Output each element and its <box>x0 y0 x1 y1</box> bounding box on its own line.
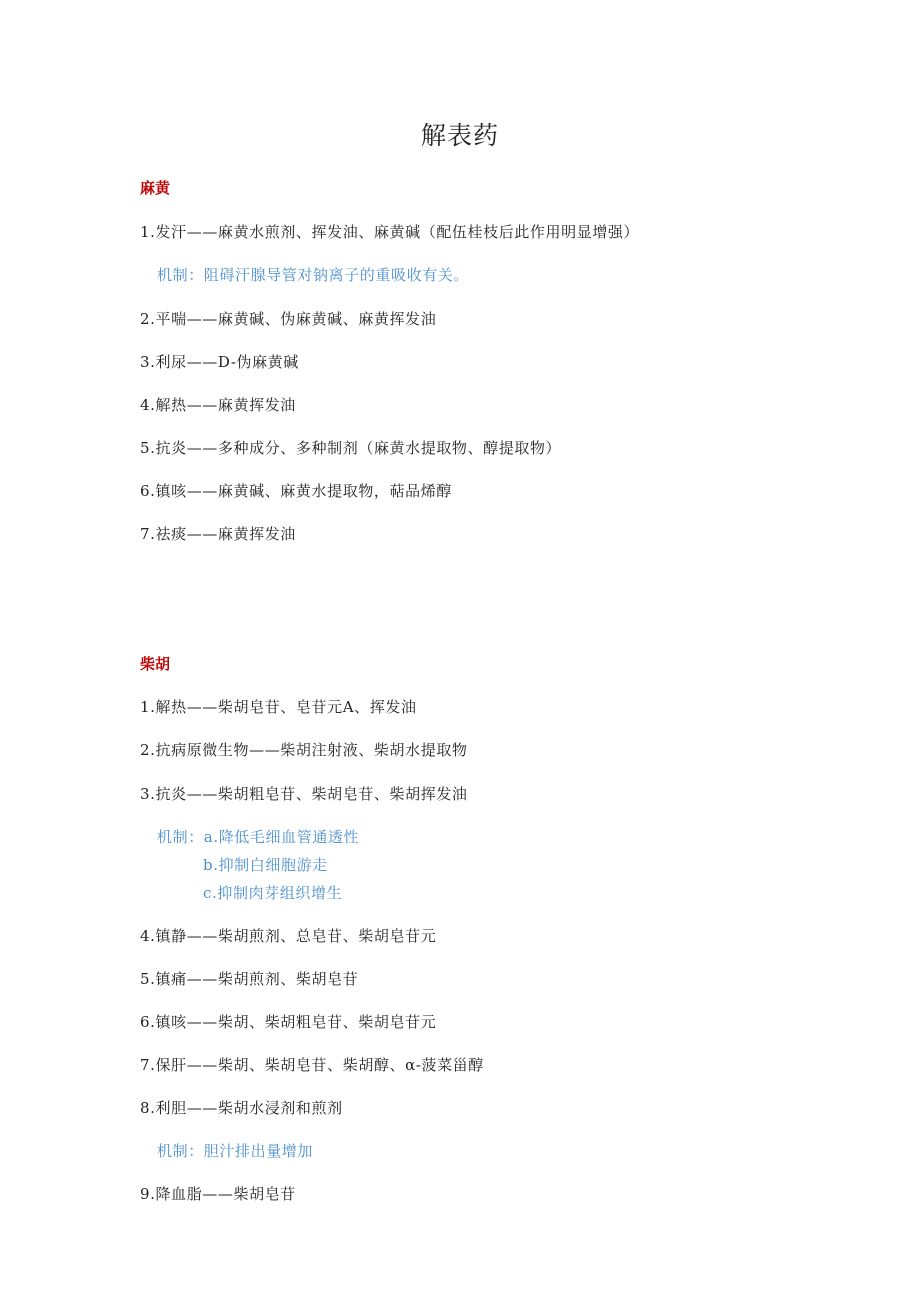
chaihu-mechanism-b: b.抑制白细胞游走 <box>203 856 328 874</box>
mahuang-item-3: 3.利尿——D-伪麻黄碱 <box>140 353 299 371</box>
chaihu-mechanism-a: 机制：a.降低毛细血管通透性 <box>157 828 360 846</box>
mahuang-item-1: 1.发汗——麻黄水煎剂、挥发油、麻黄碱（配伍桂枝后此作用明显增强） <box>140 223 640 241</box>
chaihu-mechanism-bile: 机制：胆汁排出量增加 <box>157 1142 314 1160</box>
section-heading-mahuang: 麻黄 <box>140 179 171 197</box>
chaihu-item-2: 2.抗病原微生物——柴胡注射液、柴胡水提取物 <box>140 741 468 759</box>
section-heading-chaihu: 柴胡 <box>140 655 171 673</box>
chaihu-item-3: 3.抗炎——柴胡粗皂苷、柴胡皂苷、柴胡挥发油 <box>140 785 468 803</box>
chaihu-mechanism-c: c.抑制肉芽组织增生 <box>203 884 343 902</box>
chaihu-item-5: 5.镇痛——柴胡煎剂、柴胡皂苷 <box>140 970 359 988</box>
page-title: 解表药 <box>420 121 499 150</box>
chaihu-item-6: 6.镇咳——柴胡、柴胡粗皂苷、柴胡皂苷元 <box>140 1013 437 1031</box>
mahuang-item-6: 6.镇咳——麻黄碱、麻黄水提取物，萜品烯醇 <box>140 482 452 500</box>
mahuang-mechanism: 机制：阻碍汗腺导管对钠离子的重吸收有关。 <box>157 266 470 284</box>
chaihu-item-1: 1.解热——柴胡皂苷、皂苷元A、挥发油 <box>140 698 417 716</box>
mahuang-item-4: 4.解热——麻黄挥发油 <box>140 396 296 414</box>
chaihu-item-8: 8.利胆——柴胡水浸剂和煎剂 <box>140 1099 343 1117</box>
mahuang-item-2: 2.平喘——麻黄碱、伪麻黄碱、麻黄挥发油 <box>140 310 437 328</box>
mahuang-item-5: 5.抗炎——多种成分、多种制剂（麻黄水提取物、醇提取物） <box>140 439 562 457</box>
chaihu-item-9: 9.降血脂——柴胡皂苷 <box>140 1185 296 1203</box>
chaihu-item-4: 4.镇静——柴胡煎剂、总皂苷、柴胡皂苷元 <box>140 927 437 945</box>
chaihu-item-7: 7.保肝——柴胡、柴胡皂苷、柴胡醇、α-菠菜甾醇 <box>140 1056 484 1074</box>
mahuang-item-7: 7.祛痰——麻黄挥发油 <box>140 525 296 543</box>
